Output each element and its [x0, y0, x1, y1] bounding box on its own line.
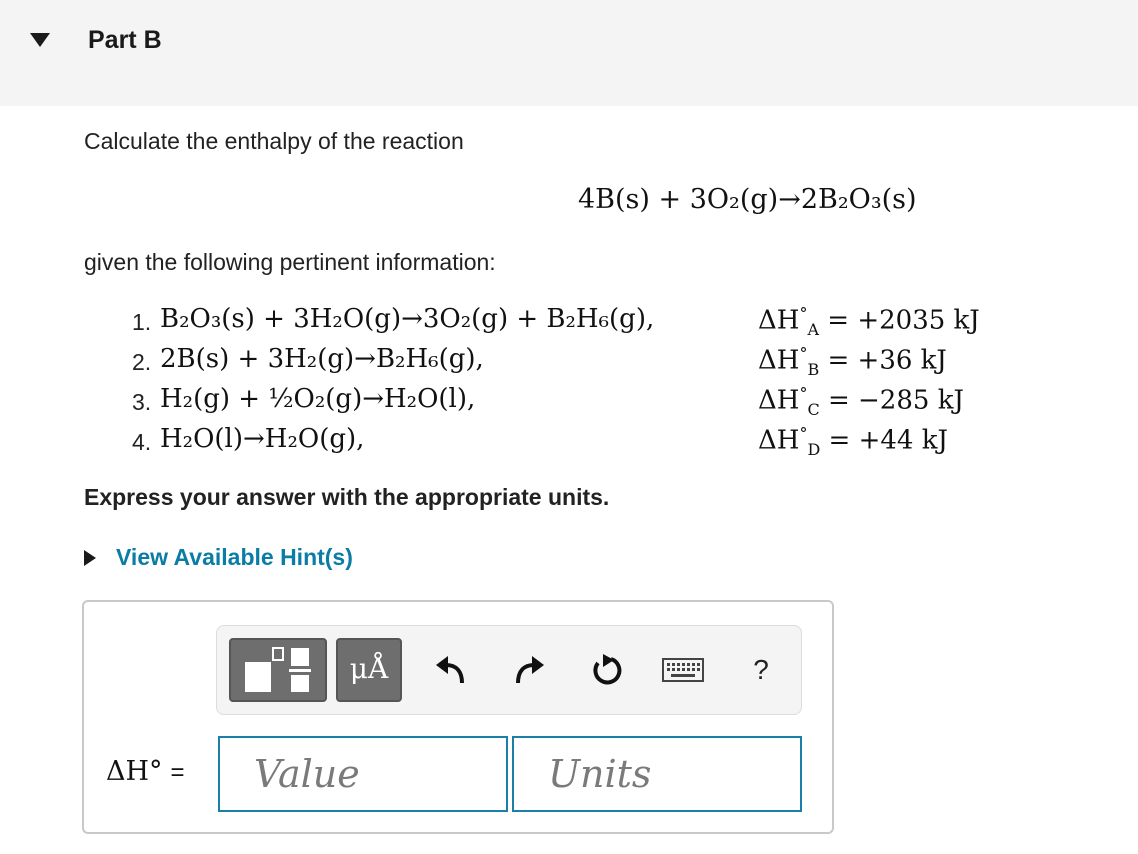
template-button[interactable]	[229, 638, 327, 702]
units-button[interactable]	[336, 638, 402, 702]
answer-label: ΔH° =	[106, 756, 185, 787]
units-button-label: μÅ	[349, 652, 389, 685]
reaction-number: 2.	[132, 349, 152, 375]
hint-link[interactable]: View Available Hint(s)	[116, 544, 353, 570]
redo-button[interactable]	[505, 646, 553, 694]
reaction-equation: H₂O(l)→H₂O(g),	[160, 424, 365, 454]
units-input[interactable]	[512, 736, 802, 812]
question-prompt: Calculate the enthalpy of the reaction	[84, 128, 464, 154]
expand-triangle-icon	[84, 550, 96, 566]
reaction-row	[132, 342, 1012, 382]
help-button[interactable]	[737, 646, 785, 694]
reaction-enthalpy: $\Delta H^\circ_A = +2035$ kJ	[758, 304, 980, 339]
hint-toggle[interactable]	[84, 544, 353, 571]
collapse-triangle-icon[interactable]	[30, 33, 50, 47]
reaction-enthalpy: $\Delta H^\circ_D = +44$ kJ	[758, 424, 948, 459]
keyboard-button[interactable]	[659, 646, 707, 694]
answer-instruction: Express your answer with the appropriate units.	[84, 484, 610, 510]
undo-icon	[434, 653, 468, 687]
reaction-equation: 2B(s) + 3H₂(g)→B₂H₆(g),	[160, 344, 484, 374]
value-input[interactable]	[218, 736, 508, 812]
part-header[interactable]	[0, 0, 1138, 106]
help-label: ?	[753, 654, 769, 685]
redo-icon	[512, 653, 546, 687]
reaction-equation: H₂(g) + ½O₂(g)→H₂O(l),	[160, 384, 476, 414]
reaction-number: 3.	[132, 389, 152, 415]
reaction-row	[132, 422, 1012, 462]
reaction-number: 4.	[132, 429, 152, 455]
math-toolbar	[216, 625, 802, 715]
template-icon	[231, 640, 325, 700]
reset-icon	[589, 652, 625, 688]
reaction-list	[132, 302, 1012, 462]
main-reaction: 4B(s) + 3O₂(g)→2B₂O₃(s)	[578, 184, 917, 215]
reaction-equation: B₂O₃(s) + 3H₂O(g)→3O₂(g) + B₂H₆(g),	[160, 304, 655, 334]
reaction-number: 1.	[132, 309, 152, 335]
keyboard-icon	[662, 658, 704, 682]
reaction-enthalpy: $\Delta H^\circ_B = +36$ kJ	[758, 344, 947, 379]
reaction-row	[132, 382, 1012, 422]
undo-button[interactable]	[427, 646, 475, 694]
reset-button[interactable]	[583, 646, 631, 694]
given-text: given the following pertinent information:	[84, 249, 496, 275]
part-title: Part B	[88, 26, 162, 54]
reaction-row	[132, 302, 1012, 342]
reaction-enthalpy: $\Delta H^\circ_C = -285$ kJ	[758, 384, 964, 419]
